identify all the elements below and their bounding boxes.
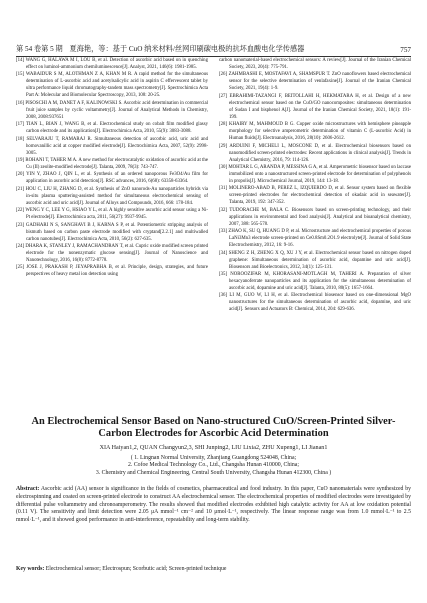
reference-item: [32] TUDORACHE M, BALA C. Biosensors based on screen-printing technology, and their applications in environmental and food analysis[J]. Analytical and bioanalytical chemistry, 2007, 388: 565-578. <box>219 207 411 227</box>
reference-item: carbon nanomaterial-based electrochemical sensors: A review[J]. Journal of the Iranian Chemical Society, 2023, 20(4): 775-791. <box>219 58 411 70</box>
reference-item: [22] WENG Y C, LEE Y G, HSIAO Y L, et al. A highly sensitive ascorbic acid sensor using a Ni-Pt electrode[J]. Electrochimica acta, 2011, 56(27): 9937-9945. <box>16 208 208 221</box>
keywords-text: Electrochemical sensor; Electrospun; Scorbutic acid; Screen-printed technique <box>45 566 227 572</box>
reference-item: [29] ARDUINI F, MICHELI L, MOSCONE D, et al. Electrochemical biosensors based on nanomodified screen-printed electrodes: Recent applications in clinical analysis[J]. Trends in Analytical Chemistry, 2016, 79: 114-126. <box>219 143 411 163</box>
running-header-left <box>16 44 309 54</box>
reference-item: [25] JOSE J, PRAKASH P, JEYAPRABHA B, et al. Principle, design, strategies, and future perspectives of heavy metal ion detection using <box>16 265 208 278</box>
reference-item: [20] YIN Y, ZHAO J, QIN L, et al. Synthesis of an ordered nanoporous Fe3O4/Au film for application in ascorbic acid detection[J]. RSC advances, 2016, 6(68): 63358-63364. <box>16 172 208 185</box>
affiliations <box>16 455 411 477</box>
reference-item: [26] ZAHMBASHI E, MOSTAFAVI A, SHAMSPUR T. ZnO nanoflowers based electrochemical sensor for the selective determination of venlafaxine[J]. Journal of the Iranian Chemical Society, 2021, 19(4): 1-9. <box>219 72 411 92</box>
affiliation-2: 2. Cofoe Medical Technology Co., Ltd., Changsha Hunan 410000, China; <box>128 462 299 469</box>
reference-item: [34] SHENG Z H, ZHENG X Q, XU J Y, et al. Electrochemical sensor based on nitrogen doped graphene: Simultaneous determination of ascorbic acid, dopamine and uric acid[J]. Biosensors and Bioelectronics, 2012, 34(1): 125-131. <box>219 250 411 270</box>
journal-issue: 第 54 卷第 5 期 <box>16 45 63 53</box>
reference-item: [30] MOHTAR L G, ARANDA P, MESSINA G A, et al. Amperometric biosensor based on laccase immobilized onto a nanostructured screen-printed electrode for determination of polyphenols in propolis[J]. Microchemical Journal, 2019, 144: 13-18. <box>219 164 411 184</box>
reference-item: [21] HOU C, LIU H, ZHANG D, et al. Synthesis of ZnO nanorods-Au nanoparticles hybrids via in-situ plasma sputtering-assisted method for simultaneous electrochemical sensing of ascorbic acid and uric acid[J]. Journal of Alloys and Compounds, 2016, 666: 178-184. <box>16 186 208 206</box>
reference-item: [27] EBRAHIMI-TAZANGI F, BEITOLLAHI H, HEKMATARA H, et al. Design of a new electrochemical sensor based on the CuO/GO nanocomposites: simultaneous determination of Sudan I and bisphenol A[J]. Journal of the Iranian Chemical Society, 2021, 18(1): 191-199. <box>219 93 411 120</box>
running-header <box>16 44 411 57</box>
reference-item: [36] LI M, GUO W, LI H, et al. Electrochemical biosensor based on one-dimensional MgO nanostructures for the simultaneous determination of ascorbic acid, dopamine, and uric acid[J]. Sensors and Actuators B: Chemical, 2014, 204: 629-636. <box>219 293 411 313</box>
reference-item: [33] ZHAO K, SU Q, HUANG D P, et al. Microstructure and electrochemical properties of porous LaNi3Mn3 electrode screen-printed on Ce0.8Sm0.2O1.9 electrolyte[J]. Journal of Solid State Electrochemistry, 2012, 16: 9-16. <box>219 229 411 249</box>
reference-item: [28] KHAIRY M, MAHMOUD B G. Copper oxide microstructures with hemisphere pineapple morphology for selective amperometric determination of vitamin C (L-ascorbic Acid) in Human fluids[J]. Electroanalysis, 2016, 28(10): 2606-2612. <box>219 122 411 142</box>
reference-item: [19] ROHANI T, TAHER M A. A new method for electrocatalytic oxidation of ascorbic acid at the Cu (II) zeolite-modified electrode[J]. Talanta, 2009, 78(3): 743-747. <box>16 157 208 170</box>
reference-item: [16] PISOSCHI A M, DANET A F, KALINOWSKI S. Ascorbic acid determination in commercial fruit juice samples by cyclic voltammetry[J]. Journal of Analytical Methods in Chemistry, 2008, 2008:937651 <box>16 100 208 120</box>
reference-item: [31] MOLINERO-ABAD B, PEREZ L, IZQUIERDO D, et al. Sensor system based on flexible screen-printed electrodes for electrochemical detection of okadaic acid in seawater[J]. Talanta, 2019, 192: 347-352. <box>219 186 411 206</box>
reference-column-right <box>219 57 411 390</box>
reference-item: [24] DHARA K, STANLEY J, RAMACHANDRAN T, et al. Cupric oxide modified screen printed electrode for the nonenzymatic glucose sensing[J]. Journal of Nanoscience and Nanotechnology, 2016, 16(8): 8772-8778. <box>16 243 208 263</box>
english-title: An Electrochemical Sensor Based on Nano-structured CuO/Screen-Printed Silver-Carbon Electrodes for Ascorbic Acid Determination <box>31 416 396 440</box>
reference-item: [17] TIAN L, BIAN J, WANG B, et al. Electrochemical study on cobalt film modified glassy carbon electrode and its application[J]. Electrochimica Acta, 2010, 55(9): 3083-3088. <box>16 122 208 135</box>
keywords-label: Key words: <box>16 566 45 572</box>
affiliation-3: 3. Chemistry and Chemical Engineering, Central South University, Changsha Hunan 412300, China ) <box>95 469 332 476</box>
abstract <box>16 486 411 525</box>
reference-item: [15] WABAIDUR S M, ALOTHMAN Z A, KHAN M R. A rapid method for the simultaneous determination of L-ascorbic acid and acetylsalicylic acid in aspirin C effervescent tablet by ultra performance liquid chromatography-tandem mass spectrometry[J]. Spectrochimica Acta Part A: Molecular and Biomolecular Spectroscopy, 2013, 108: 20-25. <box>16 72 208 99</box>
reference-item: [14] WANG G, HALAWA M I, LOU B, et al. Detection of ascorbic acid based on in quenching effect on luminol-ammonium chemiluminescence[J]. Analyst, 2021, 146(6): 1981-1985. <box>16 58 208 70</box>
reference-item: [35] NOROOZIFAR M, KHORASANI-MOTLAGH M, TAHERI A. Preparation of silver hexacyanoferrate nanoparticles and its application for the simultaneous determination of ascorbic acid, dopamine and uric acid[J]. Talanta, 2010, 80(5): 1657-1664. <box>219 271 411 291</box>
reference-item: [23] GADHARI N S, SANGHAVI B J, KARNA S P, et al. Potentiometric stripping analysis of bismuth based on carbon paste electrode modified with cryptand[2.2.1] and multiwalled carbon nanotubes[J]. Electrochimica Acta, 2010, 56(2): 627-635. <box>16 222 208 242</box>
page-number: 757 <box>400 46 411 54</box>
abstract-text: Ascorbic acid (AA) sensor is significance in the fields of cosmetics, pharmaceutical and food industry. In this paper, CuO nanomaterials were synthesized by electrospinning and coated on screen-printed electrode to construct AA electrochemical sensor. The electrochemical properties of modified electrodes were investigated by differential pulse voltammetry and chronoamperometry. The results showed that modified electrodes exhibited high catalytic activity for AA at low oxidation potential (0.11 V). The sensitivity and limit detection were 2.05 μA mmol⁻¹ cm⁻² and 10 μmol·L⁻¹, respectively. The linear response range was from 1.0 mmol·L⁻¹ to 2.5 mmol·L⁻¹, and it showed good performance in anti-interference, repeatability and long-term stability. <box>16 486 411 523</box>
reference-item: [18] SELVARAJU T, RAMARAJ R. Simultaneous detection of ascorbic acid, uric acid and homovanillic acid at copper modified electrode[J]. Electrochimica Acta, 2007, 52(9): 2998-3005. <box>16 136 208 156</box>
reference-columns <box>16 57 411 390</box>
author-line: XIA Haiyan1,2, QUAN Changyun2,3, SHI Junping2, LIU Lixia2, ZHU Xupeng1, LI Jianan1 <box>99 445 328 451</box>
affiliation-1: ( 1. Lingnan Normal University, Zhanjiang Guangdong 524048, China; <box>130 455 297 461</box>
keywords <box>16 566 411 574</box>
abstract-label: Abstract: <box>16 486 40 492</box>
reference-column-left <box>16 57 208 390</box>
running-title: 夏海艳，等：基于 CuO 纳米材料/丝网印刷碳电极的抗坏血酸电化学传感器 <box>69 45 305 53</box>
